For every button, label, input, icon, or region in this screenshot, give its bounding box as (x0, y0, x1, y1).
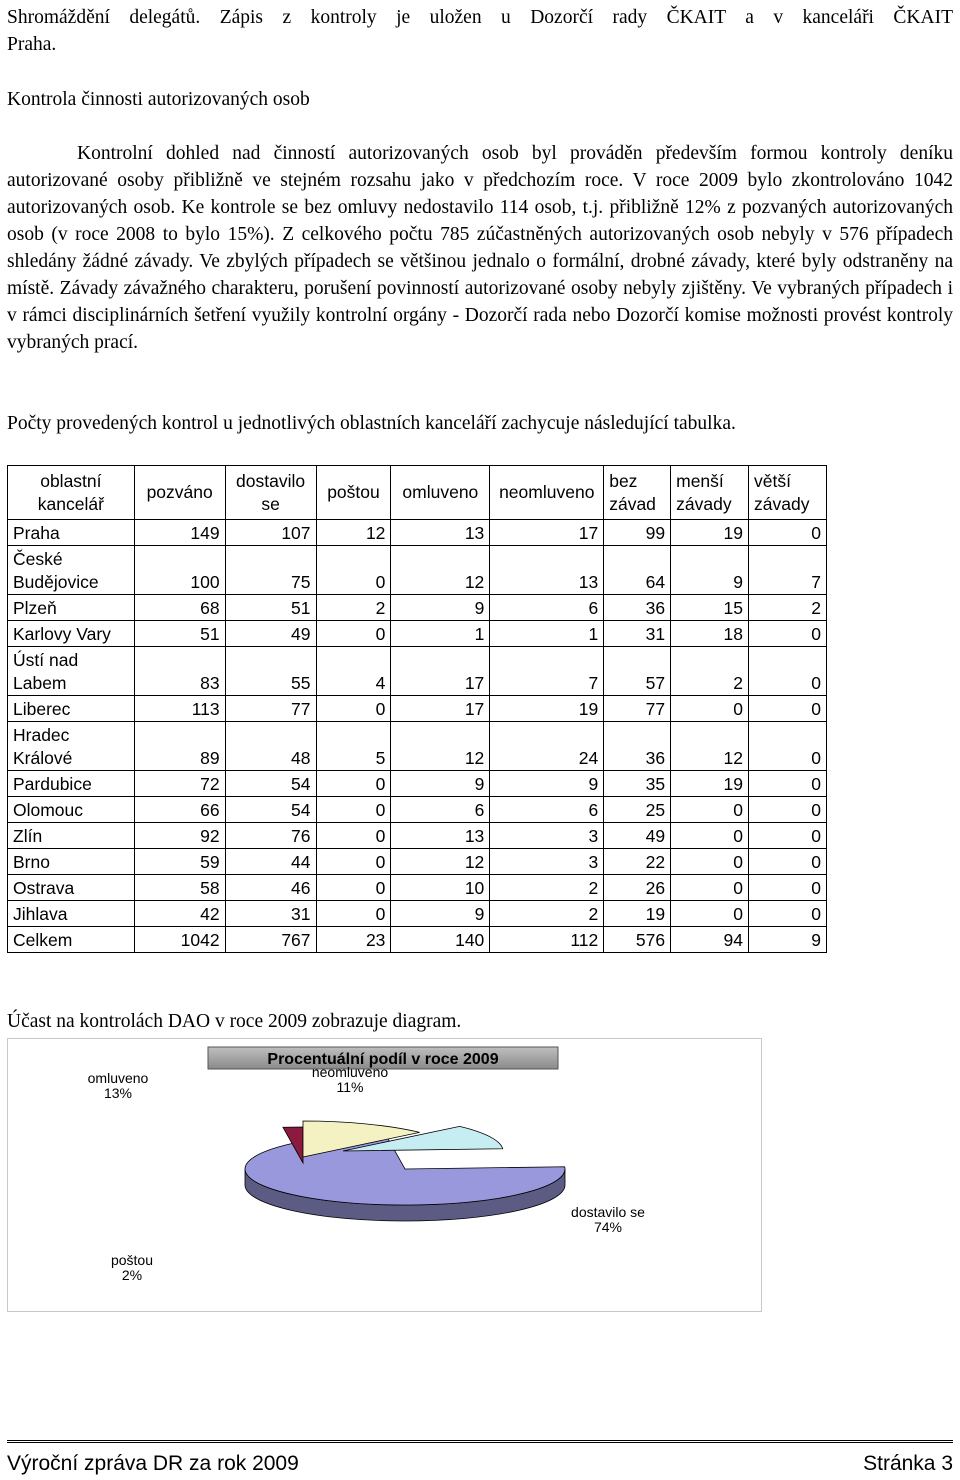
table-cell-value: 31 (225, 901, 316, 927)
table-body (8, 520, 827, 953)
table-cell-value: 57 (604, 647, 671, 696)
table-cell-value: 0 (671, 823, 749, 849)
table-cell-value: 0 (316, 696, 391, 722)
table-row (8, 771, 827, 797)
pie-label-value: 13% (103, 1085, 133, 1101)
table-cell-value: 2 (490, 901, 604, 927)
section-heading: Kontrola činnosti autorizovaných osob (7, 89, 310, 110)
table-cell-value: 12 (391, 546, 490, 595)
table-row (8, 546, 827, 595)
table-cell-value: 77 (604, 696, 671, 722)
table-cell-value: 2 (749, 595, 827, 621)
table-cell-value: 0 (749, 520, 827, 546)
table-cell-value: 0 (749, 875, 827, 901)
table-cell-value: 6 (490, 797, 604, 823)
table-cell-value: 0 (749, 849, 827, 875)
table-cell-value: 59 (134, 849, 225, 875)
table-cell-value: 0 (316, 875, 391, 901)
header-pozvano: pozváno (134, 466, 225, 520)
table-cell-value: 0 (316, 797, 391, 823)
table-row (8, 696, 827, 722)
header-omluveno: omluveno (391, 466, 490, 520)
pie-chart-svg (8, 1039, 761, 1311)
table-cell-value: 46 (225, 875, 316, 901)
table-cell-value: 0 (749, 722, 827, 771)
kontrol-table (7, 465, 827, 953)
footer-title: Výroční zpráva DR za rok 2009 (7, 1452, 299, 1475)
table-cell-kancelar: Ostrava (8, 875, 135, 901)
table-cell-value: 0 (316, 823, 391, 849)
table-cell-value: 58 (134, 875, 225, 901)
pie-label-name: neomluveno (311, 1064, 389, 1080)
table-row (8, 647, 827, 696)
table-cell-value: 55 (225, 647, 316, 696)
table-cell-value: 15 (671, 595, 749, 621)
table-cell-value: 17 (391, 696, 490, 722)
table-cell-value: 13 (391, 520, 490, 546)
table-cell-kancelar: Hradec Králové (8, 722, 135, 771)
table-cell-kancelar: Liberec (8, 696, 135, 722)
pie-label-value: 74% (593, 1219, 623, 1235)
table-row (8, 797, 827, 823)
table-cell-value: 0 (671, 875, 749, 901)
table-cell-value: 19 (490, 696, 604, 722)
table-cell-value: 100 (134, 546, 225, 595)
table-cell-value: 44 (225, 849, 316, 875)
table-row (8, 722, 827, 771)
pie-chart (7, 1038, 762, 1312)
table-row (8, 875, 827, 901)
table-cell-value: 4 (316, 647, 391, 696)
table-cell-value: 0 (749, 901, 827, 927)
table-cell-value: 9 (490, 771, 604, 797)
table-row (8, 595, 827, 621)
table-cell-value: 12 (671, 722, 749, 771)
table-cell-value: 107 (225, 520, 316, 546)
table-cell-value: 113 (134, 696, 225, 722)
table-row (8, 520, 827, 546)
header-dostavilo: dostavilo se (225, 466, 316, 520)
table-cell-value: 0 (749, 621, 827, 647)
table-cell-value: 25 (604, 797, 671, 823)
table-cell-value: 51 (134, 621, 225, 647)
table-cell-value: 42 (134, 901, 225, 927)
table-cell-value: 35 (604, 771, 671, 797)
table-row (8, 927, 827, 953)
table-cell-value: 5 (316, 722, 391, 771)
table-cell-value: 36 (604, 722, 671, 771)
table-cell-value: 6 (490, 595, 604, 621)
table-cell-value: 3 (490, 823, 604, 849)
table-cell-value: 83 (134, 647, 225, 696)
table-cell-value: 0 (316, 771, 391, 797)
table-cell-value: 1 (391, 621, 490, 647)
table-cell-kancelar: Celkem (8, 927, 135, 953)
table-cell-value: 3 (490, 849, 604, 875)
table-cell-kancelar: Plzeň (8, 595, 135, 621)
table-cell-value: 12 (391, 722, 490, 771)
table-cell-value: 0 (749, 823, 827, 849)
table-cell-value: 0 (749, 797, 827, 823)
table-cell-value: 0 (671, 797, 749, 823)
table-cell-value: 48 (225, 722, 316, 771)
table-cell-value: 94 (671, 927, 749, 953)
table-cell-value: 51 (225, 595, 316, 621)
table-cell-value: 68 (134, 595, 225, 621)
table-cell-value: 26 (604, 875, 671, 901)
table-cell-value: 12 (391, 849, 490, 875)
table-cell-value: 0 (671, 849, 749, 875)
table-cell-kancelar: Brno (8, 849, 135, 875)
table-cell-value: 17 (391, 647, 490, 696)
table-cell-value: 0 (671, 696, 749, 722)
table-cell-value: 9 (391, 595, 490, 621)
table-cell-value: 0 (749, 696, 827, 722)
pie-label-name: dostavilo se (571, 1204, 645, 1220)
table-cell-value: 64 (604, 546, 671, 595)
table-cell-value: 0 (316, 901, 391, 927)
table-cell-value: 31 (604, 621, 671, 647)
table-cell-value: 72 (134, 771, 225, 797)
table-cell-value: 24 (490, 722, 604, 771)
table-cell-value: 77 (225, 696, 316, 722)
table-cell-value: 19 (671, 771, 749, 797)
table-row (8, 621, 827, 647)
table-cell-value: 149 (134, 520, 225, 546)
table-cell-value: 18 (671, 621, 749, 647)
table-cell-kancelar: Praha (8, 520, 135, 546)
footer-page-number: Stránka 3 (863, 1452, 953, 1475)
header-kancelar: oblastní kancelář (8, 466, 135, 520)
table-cell-value: 1 (490, 621, 604, 647)
table-cell-value: 12 (316, 520, 391, 546)
table-cell-value: 0 (749, 647, 827, 696)
table-cell-value: 9 (391, 771, 490, 797)
table-cell-value: 0 (671, 901, 749, 927)
header-mensi-zavady: menší závady (671, 466, 749, 520)
header-neomluveno: neomluveno (490, 466, 604, 520)
table-cell-value: 54 (225, 797, 316, 823)
table-cell-value: 76 (225, 823, 316, 849)
table-cell-value: 49 (604, 823, 671, 849)
chart-title: Procentuální podíl v roce 2009 (267, 1051, 499, 1068)
table-cell-value: 140 (391, 927, 490, 953)
table-cell-value: 49 (225, 621, 316, 647)
table-cell-value: 1042 (134, 927, 225, 953)
table-cell-value: 112 (490, 927, 604, 953)
table-cell-value: 13 (490, 546, 604, 595)
table-cell-value: 66 (134, 797, 225, 823)
intro-line-2: Praha. (7, 34, 57, 55)
header-bez-zavad: bez závad (604, 466, 671, 520)
table-cell-value: 19 (604, 901, 671, 927)
table-cell-value: 2 (316, 595, 391, 621)
table-cell-kancelar: Zlín (8, 823, 135, 849)
table-cell-value: 0 (316, 621, 391, 647)
table-cell-value: 89 (134, 722, 225, 771)
table-row (8, 849, 827, 875)
header-postou: poštou (316, 466, 391, 520)
table-intro: Počty provedených kontrol u jednotlivých oblastních kanceláří zachycuje následující tabulka. (7, 413, 736, 434)
header-vetsi-zavady: větší závady (749, 466, 827, 520)
paragraph-main: Kontrolní dohled nad činností autorizovaných osob byl prováděn především formou kontroly deníku autorizované osoby přibližně ve stejném rozsahu jako v předchozím roce. V roce 2009 bylo zkontrolováno 1042 autorizovaných osob. Ke kontrole se bez omluvy nedostavilo 114 osob, t.j. přibližně 12% z pozvaných autorizovaných osob (v roce 2008 to bylo 15%). Z celkového počtu 785 zúčastněných autorizovaných osob nebyly v 576 případech shledány žádné závady. Ve zbylých případech se většinou jednalo o formální, drobné závady, které byly odstraněny na místě. Závady závažného charakteru, porušení povinností autorizované osoby nebyly zjištěny. Ve vybraných případech i v rámci disciplinárních šetření využily kontrolní orgány - Dozorčí rada nebo Dozorčí komise možnosti provést kontroly vybraných prací. (7, 143, 953, 353)
table-cell-value: 2 (671, 647, 749, 696)
table-cell-value: 0 (316, 546, 391, 595)
table-cell-value: 36 (604, 595, 671, 621)
pie-label-value: 11% (336, 1079, 364, 1095)
table-cell-value: 7 (749, 546, 827, 595)
table-cell-value: 9 (391, 901, 490, 927)
table-cell-value: 767 (225, 927, 316, 953)
footer-divider (7, 1440, 953, 1443)
table-cell-kancelar: Olomouc (8, 797, 135, 823)
table-cell-value: 54 (225, 771, 316, 797)
pie-label-name: poštou (110, 1252, 154, 1268)
table-cell-kancelar: Ústí nad Labem (8, 647, 135, 696)
table-cell-value: 6 (391, 797, 490, 823)
table-cell-kancelar: Pardubice (8, 771, 135, 797)
table-cell-value: 19 (671, 520, 749, 546)
pie-label-value: 2% (121, 1267, 143, 1283)
table-cell-value: 7 (490, 647, 604, 696)
table-cell-value: 10 (391, 875, 490, 901)
table-row (8, 901, 827, 927)
table-cell-value: 13 (391, 823, 490, 849)
pie-label-name: omluveno (87, 1070, 149, 1086)
table-cell-value: 22 (604, 849, 671, 875)
intro-line-1: Shromáždění delegátů. Zápis z kontroly je uložen u Dozorčí rady ČKAIT a v kanceláři ČKAIT (7, 7, 953, 28)
table-header-row (8, 466, 827, 520)
pie-slices (245, 1121, 565, 1221)
chart-intro: Účast na kontrolách DAO v roce 2009 zobrazuje diagram. (7, 1011, 462, 1032)
table-cell-value: 23 (316, 927, 391, 953)
table-cell-value: 9 (671, 546, 749, 595)
table-cell-value: 0 (749, 771, 827, 797)
table-cell-value: 92 (134, 823, 225, 849)
table-cell-value: 2 (490, 875, 604, 901)
table-cell-kancelar: Karlovy Vary (8, 621, 135, 647)
table-cell-value: 17 (490, 520, 604, 546)
table-cell-value: 576 (604, 927, 671, 953)
table-row (8, 823, 827, 849)
table-cell-value: 75 (225, 546, 316, 595)
table-cell-value: 99 (604, 520, 671, 546)
table-cell-kancelar: České Budějovice (8, 546, 135, 595)
table-cell-value: 0 (316, 849, 391, 875)
table-cell-kancelar: Jihlava (8, 901, 135, 927)
table-cell-value: 9 (749, 927, 827, 953)
